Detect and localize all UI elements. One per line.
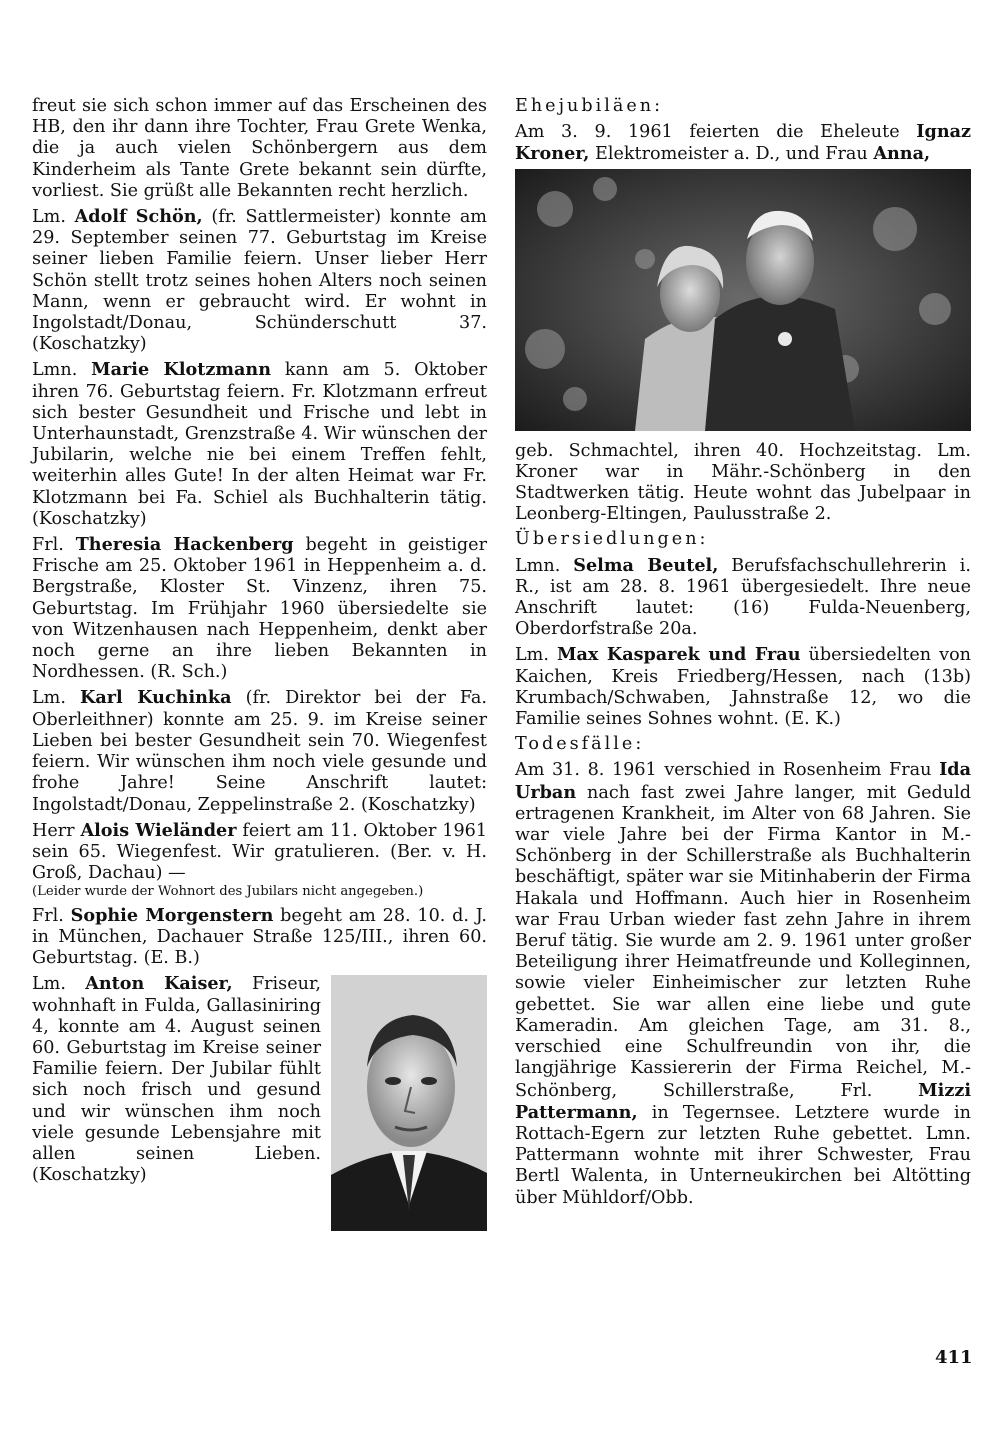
entry-urban bbox=[515, 759, 971, 1208]
entry-text: begeht am 28. 10. d. J. in München, Dachauer Straße 125/III., ihren 60. Geburtstag. (E. B.) bbox=[32, 905, 488, 969]
entry-kuchinka bbox=[32, 687, 487, 815]
portrait-photo bbox=[331, 975, 487, 1231]
section-heading-ehejubilaeen: Ehejubiläen: bbox=[515, 96, 664, 116]
right-column bbox=[515, 96, 971, 1213]
section-heading-todesfaelle: Todesfälle: bbox=[515, 734, 645, 755]
person-name: Theresia Hackenberg bbox=[75, 534, 294, 556]
entry-text: feiert am 11. Oktober 1961 sein 65. Wiegenfest. Wir gratulieren. (Ber. v. H. Groß, Dachau) — bbox=[32, 820, 488, 884]
left-column bbox=[32, 96, 487, 1235]
page-number: 411 bbox=[935, 1347, 973, 1368]
person-name: Marie Klotzmann bbox=[91, 359, 271, 381]
person-name: Alois Wieländer bbox=[80, 819, 237, 841]
entry-morgenstern bbox=[32, 905, 487, 970]
entry-text: Elektromeister a. D., und Frau bbox=[595, 144, 868, 165]
entry-prefix: Frl. bbox=[32, 535, 64, 556]
entry-prefix: Lm. bbox=[32, 974, 66, 995]
entry-kroner-intro bbox=[515, 121, 971, 165]
couple-photo bbox=[515, 169, 971, 431]
entry-prefix: Frl. bbox=[32, 905, 64, 926]
entry-kroner-continued: geb. Schmachtel, ihren 40. Hochzeitstag. Lm. Kroner war in Mähr.-Schönberg in den Stadtwerken tätig. Heute wohnt das Jubelpaar in Leonberg-Eltingen, Paulusstraße 2. bbox=[515, 440, 971, 525]
paragraph-intro: freut sie sich schon immer auf das Erscheinen des HB, den ihr dann ihre Tochter, Frau Grete Wenka, die ja auch vielen Schönbergern aus dem Kinderheim als Tante Grete bekannt sein dürfte, vorliest. Sie grüßt alle Bekannten recht herzlich. bbox=[32, 96, 487, 201]
entry-wielaender bbox=[32, 820, 487, 885]
section-heading-uebersiedlungen: Übersiedlungen: bbox=[515, 529, 709, 550]
entry-kaiser-block bbox=[32, 973, 487, 1235]
entry-text: begeht in geistiger Frische am 25. Oktober 1961 in Heppenheim a. d. Bergstraße, Kloster St. Vinzenz, ihren 75. Geburtstag. Im Frühjahr 1960 übersiedelte sie von Witzenhausen nach Heppenheim, denkt aber noch gerne an ihre lieben Bekannten in Nordhessen. (R. Sch.) bbox=[32, 535, 487, 683]
entry-text: Friseur, wohnhaft in Fulda, Gallasiniring 4, konnte am 4. August seinen 60. Geburtstag im Kreise seiner Familie feiern. Der Jubilar fühlt sich noch frisch und gesund und wir wünschen ihm noch viele gesunde Lebensjahre mit allen seinen Lieben. (Koschatzky) bbox=[32, 974, 322, 1186]
entry-text: kann am 5. Oktober ihren 76. Geburtstag feiern. Fr. Klotzmann erfreut sich bester Gesundheit und Frische und lebt in Unterhaunstadt, Grenzstraße 4. Wir wünschen der Jubilarin, welche nie bei einem Treffen fehlt, weiterhin alles Gute! In der alten Heimat war Fr. Klotzmann bei Fa. Schiel als Buchhalterin tätig. (Koschatzky) bbox=[32, 360, 488, 529]
person-name: Ignaz Kroner, bbox=[515, 121, 972, 165]
person-name: Ida Urban bbox=[515, 759, 972, 803]
entry-text: in Tegernsee. Letztere wurde in Rottach-Egern zur letzten Ruhe gebettet. Lmn. Pattermann wohnte mit ihrer Schwester, Frau Bertl Walenta, in Unterneukirchen bei Altötting über Mühldorf/Obb. bbox=[515, 1102, 971, 1208]
entry-klotzmann bbox=[32, 359, 487, 530]
person-name: Adolf Schön, bbox=[74, 206, 203, 228]
entry-text: übersiedelten von Kaichen, Kreis Friedberg/Hessen, nach (13b) Krumbach/Schwaben, Jahnstraße 12, wo die Familie seines Sohnes wohnt. (E. K.) bbox=[515, 645, 972, 730]
entry-text: (fr. Direktor bei der Fa. Oberleithner) konnte am 25. 9. im Kreise seiner Lieben bei bester Gesundheit sein 70. Wiegenfest feiern. Wir wünschen ihm noch viele gesunde und frohe Jahre! Seine Anschrift lautet: Ingolstadt/Donau, Zeppelinstraße 2. (Koschatzky) bbox=[32, 688, 488, 815]
entry-text: Berufsfachschullehrerin i. R., ist am 28. 8. 1961 übergesiedelt. Ihre neue Anschrift lautet: (16) Fulda-Neuenberg, Oberdorfstraße 20a. bbox=[515, 555, 971, 640]
person-name: Selma Beutel, bbox=[573, 554, 719, 576]
entry-schoen bbox=[32, 206, 487, 355]
entry-prefix: Lmn. bbox=[515, 555, 561, 576]
entry-text: (fr. Sattlermeister) konnte am 29. September seinen 77. Geburtstag im Kreise seiner lieben Familie feiern. Unser lieber Herr Schön stellt trotz seines hohen Alters noch seinen Mann, wenn er gebraucht wird. Er wohnt in Ingolstadt/Donau, Schünderschutt 37. (Koschatzky) bbox=[32, 207, 487, 355]
person-name: Anton Kaiser, bbox=[85, 973, 233, 995]
entry-prefix: Lmn. bbox=[32, 360, 78, 381]
entry-kasparek bbox=[515, 644, 971, 730]
person-name: Anna, bbox=[873, 143, 931, 165]
editorial-note: (Leider wurde der Wohnort des Jubilars nicht angegeben.) bbox=[32, 884, 424, 900]
entry-beutel bbox=[515, 555, 971, 641]
entry-text: Am 31. 8. 1961 verschied in Rosenheim Frau bbox=[515, 760, 932, 781]
entry-text: nach fast zwei Jahre langer, mit Geduld ertragenen Krankheit, im Alter von 68 Jahren. Sie war viele Jahre bei der Firma Kantor in M.-Schönberg in der Schillerstraße als Buchhalterin beschäftigt, später war sie Mitinhaberin der Firma Hakala und Hoffmann. Auch hier in Rosenheim war Frau Urban wieder fast zehn Jahre in ihrem Beruf tätig. Sie wurde am 2. 9. 1961 unter großer Beteiligung ihrer Heimatfreunde und Kolleginnen, sowie vieler Einheimischer zur letzten Ruhe gebettet. Sie war allen eine liebe und gute Kameradin. Am gleichen Tage, am 31. 8., verschied eine Schulfreundin von ihr, die langjährige Kassiererin der Firma Reichel, M.-Schönberg, Schillerstraße, Frl. bbox=[515, 782, 971, 1101]
person-name: Sophie Morgenstern bbox=[70, 904, 274, 926]
entry-prefix: Lm. bbox=[515, 645, 549, 666]
person-name: Max Kasparek und Frau bbox=[557, 644, 801, 666]
entry-text: Am 3. 9. 1961 feierten die Eheleute bbox=[515, 122, 900, 143]
entry-prefix: Lm. bbox=[32, 688, 66, 709]
entry-kroner bbox=[515, 121, 971, 525]
entry-prefix: Herr bbox=[32, 820, 75, 841]
entry-hackenberg bbox=[32, 534, 487, 683]
person-name: Karl Kuchinka bbox=[80, 687, 232, 709]
person-name: Mizzi Pattermann, bbox=[515, 1079, 971, 1123]
entry-prefix: Lm. bbox=[32, 207, 66, 228]
